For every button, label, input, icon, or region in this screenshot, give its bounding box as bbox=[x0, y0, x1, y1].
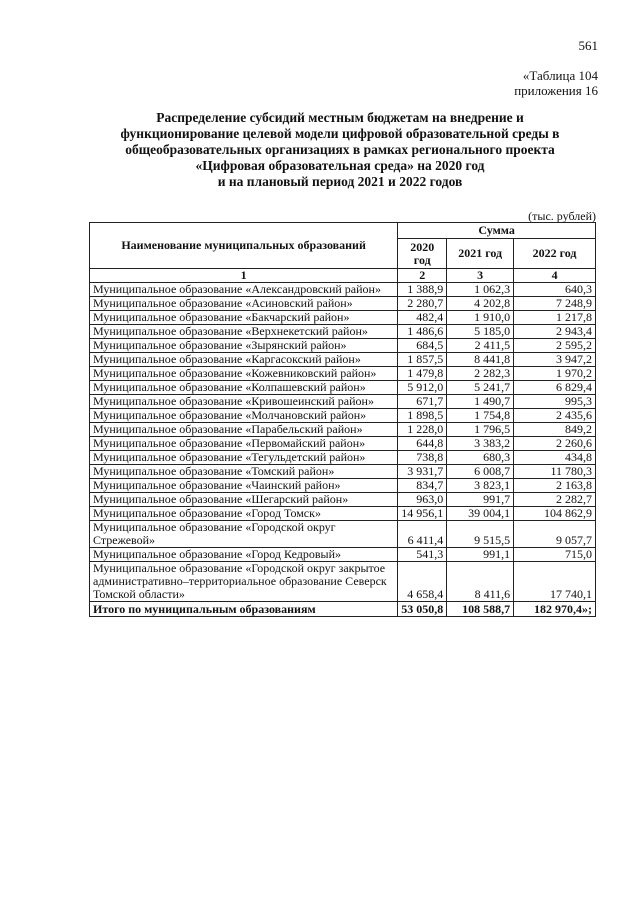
row-name: Муниципальное образование «Тегульдетский район» bbox=[90, 451, 398, 465]
header-sum: Сумма bbox=[398, 223, 596, 239]
value-2021: 4 202,8 bbox=[447, 297, 514, 311]
value-2021: 1 910,0 bbox=[447, 311, 514, 325]
table-row bbox=[90, 395, 596, 409]
value-2022: 104 862,9 bbox=[514, 507, 596, 521]
value-2021: 991,7 bbox=[447, 493, 514, 507]
value-2022: 640,3 bbox=[514, 283, 596, 297]
row-name: Муниципальное образование «Колпашевский район» bbox=[90, 381, 398, 395]
value-2020: 834,7 bbox=[398, 479, 447, 493]
value-2022: 3 947,2 bbox=[514, 353, 596, 367]
row-name: Муниципальное образование «Томский район» bbox=[90, 465, 398, 479]
value-2022: 2 595,2 bbox=[514, 339, 596, 353]
table-row bbox=[90, 451, 596, 465]
row-name: Муниципальное образование «Кривошеинский район» bbox=[90, 395, 398, 409]
table-body bbox=[90, 283, 596, 602]
total-row bbox=[90, 602, 596, 617]
table-row bbox=[90, 311, 596, 325]
header-2022: 2022 год bbox=[514, 239, 596, 269]
value-2022: 849,2 bbox=[514, 423, 596, 437]
table-row bbox=[90, 325, 596, 339]
units-label: (тыс. рублей) bbox=[528, 209, 596, 223]
value-2020: 738,8 bbox=[398, 451, 447, 465]
value-2021: 1 490,7 bbox=[447, 395, 514, 409]
value-2022: 2 163,8 bbox=[514, 479, 596, 493]
table-row bbox=[90, 562, 596, 602]
column-number: 1 bbox=[90, 269, 398, 283]
value-2020: 1 857,5 bbox=[398, 353, 447, 367]
value-2020: 1 388,9 bbox=[398, 283, 447, 297]
table-row bbox=[90, 479, 596, 493]
title-line: Распределение субсидий местным бюджетам на внедрение и bbox=[156, 110, 524, 125]
value-2020: 1 479,8 bbox=[398, 367, 447, 381]
row-name: Муниципальное образование «Городской округ закрытое административно–территориальное образование Северск Томской области» bbox=[90, 562, 398, 602]
table-row bbox=[90, 339, 596, 353]
value-2022: 2 435,6 bbox=[514, 409, 596, 423]
row-name: Муниципальное образование «Парабельский район» bbox=[90, 423, 398, 437]
value-2020: 5 912,0 bbox=[398, 381, 447, 395]
value-2020: 4 658,4 bbox=[398, 562, 447, 602]
page-number: 561 bbox=[578, 38, 598, 53]
value-2020: 1 228,0 bbox=[398, 423, 447, 437]
title-line: «Цифровая образовательная среда» на 2020 год bbox=[195, 158, 485, 173]
total-2022: 182 970,4»; bbox=[514, 602, 596, 617]
column-number: 3 bbox=[447, 269, 514, 283]
value-2022: 7 248,9 bbox=[514, 297, 596, 311]
value-2022: 2 282,7 bbox=[514, 493, 596, 507]
header-2021: 2021 год bbox=[447, 239, 514, 269]
value-2020: 1 898,5 bbox=[398, 409, 447, 423]
value-2021: 3 383,2 bbox=[447, 437, 514, 451]
table-reference-line2: приложения 16 bbox=[514, 83, 598, 98]
value-2021: 9 515,5 bbox=[447, 521, 514, 548]
column-number: 2 bbox=[398, 269, 447, 283]
table-row bbox=[90, 493, 596, 507]
value-2022: 2 943,4 bbox=[514, 325, 596, 339]
table-reference bbox=[514, 68, 598, 98]
value-2020: 671,7 bbox=[398, 395, 447, 409]
value-2022: 9 057,7 bbox=[514, 521, 596, 548]
value-2021: 2 282,3 bbox=[447, 367, 514, 381]
row-name: Муниципальное образование «Бакчарский район» bbox=[90, 311, 398, 325]
value-2020: 644,8 bbox=[398, 437, 447, 451]
table-row bbox=[90, 423, 596, 437]
value-2020: 2 280,7 bbox=[398, 297, 447, 311]
total-label: Итого по муниципальным образованиям bbox=[90, 602, 398, 617]
table-row bbox=[90, 381, 596, 395]
value-2021: 1 796,5 bbox=[447, 423, 514, 437]
row-name: Муниципальное образование «Асиновский район» bbox=[90, 297, 398, 311]
value-2022: 1 970,2 bbox=[514, 367, 596, 381]
row-name: Муниципальное образование «Город Томск» bbox=[90, 507, 398, 521]
row-name: Муниципальное образование «Молчановский район» bbox=[90, 409, 398, 423]
value-2021: 1 754,8 bbox=[447, 409, 514, 423]
row-name: Муниципальное образование «Городской округ Стрежевой» bbox=[90, 521, 398, 548]
value-2021: 991,1 bbox=[447, 548, 514, 562]
value-2021: 2 411,5 bbox=[447, 339, 514, 353]
row-name: Муниципальное образование «Верхнекетский район» bbox=[90, 325, 398, 339]
value-2021: 8 441,8 bbox=[447, 353, 514, 367]
value-2022: 434,8 bbox=[514, 451, 596, 465]
value-2021: 39 004,1 bbox=[447, 507, 514, 521]
value-2022: 2 260,6 bbox=[514, 437, 596, 451]
title-line: общеобразовательных организациях в рамках регионального проекта bbox=[125, 142, 555, 157]
value-2020: 963,0 bbox=[398, 493, 447, 507]
value-2020: 6 411,4 bbox=[398, 521, 447, 548]
value-2021: 6 008,7 bbox=[447, 465, 514, 479]
table-row bbox=[90, 353, 596, 367]
column-number: 4 bbox=[514, 269, 596, 283]
value-2021: 8 411,6 bbox=[447, 562, 514, 602]
value-2021: 5 241,7 bbox=[447, 381, 514, 395]
table-row bbox=[90, 548, 596, 562]
value-2021: 5 185,0 bbox=[447, 325, 514, 339]
table-reference-line1: «Таблица 104 bbox=[522, 68, 598, 83]
value-2020: 541,3 bbox=[398, 548, 447, 562]
document-title bbox=[60, 110, 620, 190]
row-name: Муниципальное образование «Каргасокский район» bbox=[90, 353, 398, 367]
value-2021: 3 823,1 bbox=[447, 479, 514, 493]
value-2022: 11 780,3 bbox=[514, 465, 596, 479]
value-2022: 6 829,4 bbox=[514, 381, 596, 395]
value-2022: 715,0 bbox=[514, 548, 596, 562]
value-2020: 1 486,6 bbox=[398, 325, 447, 339]
table-row bbox=[90, 465, 596, 479]
row-name: Муниципальное образование «Город Кедровый» bbox=[90, 548, 398, 562]
row-name: Муниципальное образование «Александровский район» bbox=[90, 283, 398, 297]
table-row bbox=[90, 521, 596, 548]
table-row bbox=[90, 437, 596, 451]
row-name: Муниципальное образование «Чаинский район» bbox=[90, 479, 398, 493]
title-line: и на плановый период 2021 и 2022 годов bbox=[217, 174, 463, 189]
header-2020: 2020 год bbox=[398, 239, 447, 269]
value-2021: 1 062,3 bbox=[447, 283, 514, 297]
row-name: Муниципальное образование «Зырянский район» bbox=[90, 339, 398, 353]
title-line: функционирование целевой модели цифровой образовательной среды в bbox=[120, 126, 560, 141]
value-2022: 17 740,1 bbox=[514, 562, 596, 602]
table-row bbox=[90, 507, 596, 521]
subsidy-table bbox=[89, 222, 596, 617]
table-row bbox=[90, 367, 596, 381]
total-2021: 108 588,7 bbox=[447, 602, 514, 617]
table-row bbox=[90, 283, 596, 297]
row-name: Муниципальное образование «Кожевниковский район» bbox=[90, 367, 398, 381]
total-2020: 53 050,8 bbox=[398, 602, 447, 617]
value-2020: 482,4 bbox=[398, 311, 447, 325]
value-2021: 680,3 bbox=[447, 451, 514, 465]
value-2020: 14 956,1 bbox=[398, 507, 447, 521]
value-2020: 3 931,7 bbox=[398, 465, 447, 479]
header-name: Наименование муниципальных образований bbox=[90, 223, 398, 269]
value-2020: 684,5 bbox=[398, 339, 447, 353]
value-2022: 995,3 bbox=[514, 395, 596, 409]
value-2022: 1 217,8 bbox=[514, 311, 596, 325]
table-row bbox=[90, 297, 596, 311]
table-row bbox=[90, 409, 596, 423]
row-name: Муниципальное образование «Шегарский район» bbox=[90, 493, 398, 507]
row-name: Муниципальное образование «Первомайский район» bbox=[90, 437, 398, 451]
